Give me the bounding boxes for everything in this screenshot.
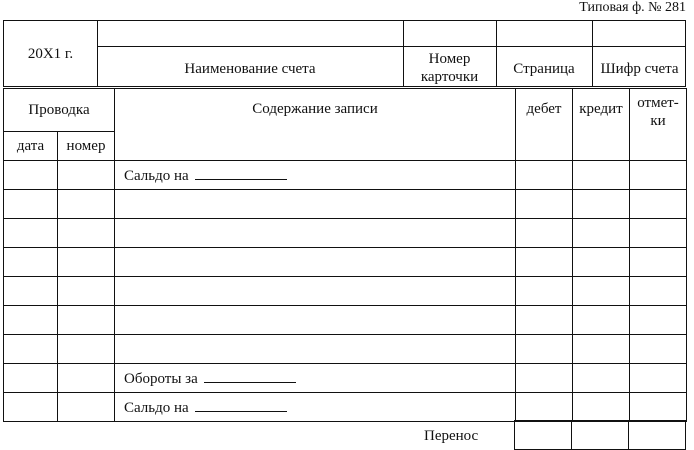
number-header: номер [58, 132, 115, 161]
table-row [4, 248, 687, 277]
posting-header: Проводка [4, 89, 115, 132]
table-row [4, 335, 687, 364]
carry-forward-label: Перенос [424, 428, 479, 444]
marks-header: отмет- ки [630, 89, 687, 161]
account-code-label: Шифр счета [600, 61, 679, 77]
closing-balance-label: Сальдо на [124, 400, 189, 416]
turnover-label: Обороты за [124, 371, 198, 387]
table-row [4, 190, 687, 219]
carry-marks-cell[interactable] [629, 421, 686, 450]
account-name-label: Наименование счета [184, 61, 316, 77]
carry-credit-cell[interactable] [572, 421, 629, 450]
form-code: Типовая ф. № 281 [579, 0, 686, 15]
table-row [4, 306, 687, 335]
credit-header: кредит [573, 89, 630, 161]
table-row [4, 161, 687, 190]
ledger-table [3, 88, 687, 422]
card-number-label: Номер карточки [420, 51, 479, 85]
carry-debit-cell[interactable] [515, 421, 572, 450]
date-header: дата [4, 132, 58, 161]
table-row [4, 219, 687, 248]
year-label: 20Х1 г. [27, 46, 74, 62]
header-row [4, 89, 687, 132]
opening-balance-date-blank[interactable] [195, 165, 287, 180]
table-row [4, 393, 687, 422]
carry-forward-row [514, 420, 686, 450]
page-label: Страница [513, 61, 575, 77]
debit-header: дебет [516, 89, 573, 161]
content-header: Содержание записи [115, 89, 516, 161]
turnover-period-blank[interactable] [204, 368, 296, 383]
closing-balance-date-blank[interactable] [195, 397, 287, 412]
card-header [3, 20, 686, 87]
table-row [4, 277, 687, 306]
table-row [4, 364, 687, 393]
opening-balance-label: Сальдо на [124, 168, 189, 184]
